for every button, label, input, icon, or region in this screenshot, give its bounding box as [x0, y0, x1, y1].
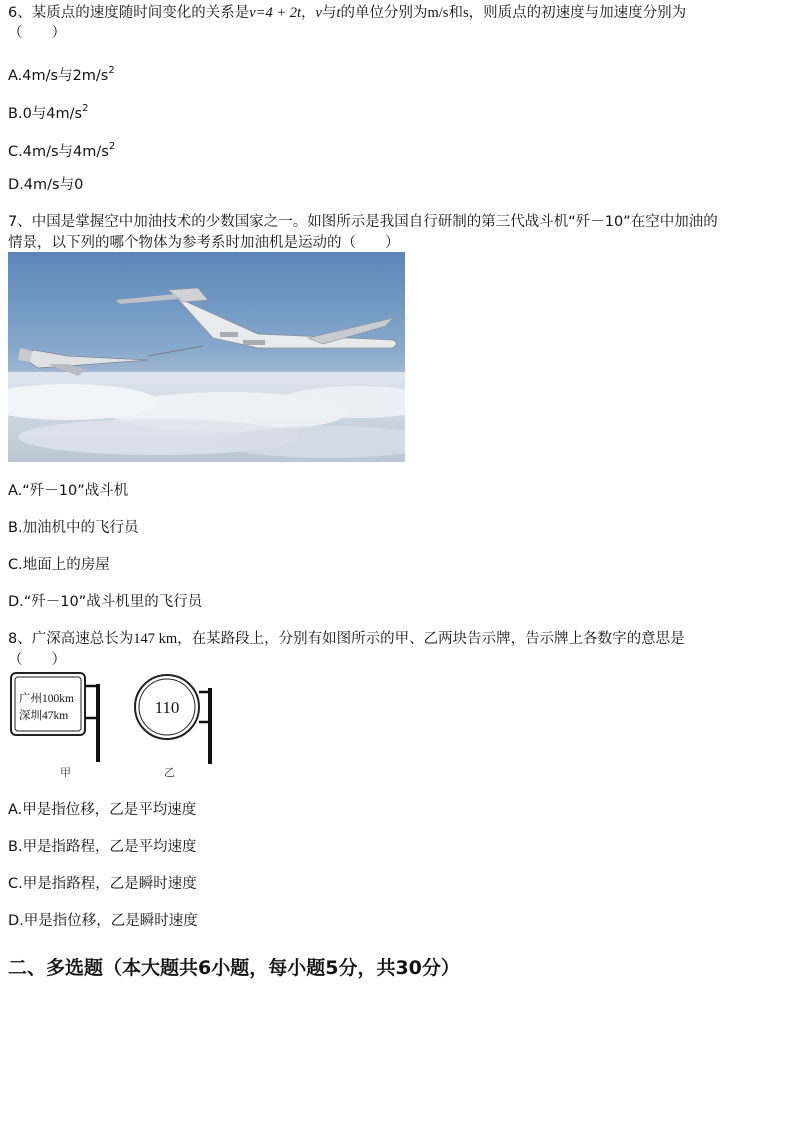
option-text: 甲是指位移，乙是瞬时速度	[23, 913, 198, 929]
option-letter: C.	[8, 557, 23, 573]
q8-stem-text: 8、广深高速总长为	[8, 631, 134, 647]
sign-jia-line1: 广州100km	[19, 693, 74, 705]
q6-paren: （ ）	[8, 25, 66, 41]
option-text: 4m/s与2m/s	[22, 67, 109, 84]
q6-comma: ，	[301, 5, 316, 21]
q6-unit-ms: m/s	[427, 5, 449, 21]
q7-option-a[interactable]	[8, 481, 128, 501]
option-letter: D.	[8, 913, 24, 929]
q6-stem-text-2: 的单位分别为	[340, 5, 428, 21]
option-text: 4m/s与4m/s	[22, 143, 109, 160]
q6-stem-text: 6、某质点的速度随时间变化的关系是	[8, 5, 250, 21]
q6-option-d[interactable]	[8, 175, 83, 195]
q6-and-2: 和	[448, 5, 463, 21]
q6-and: 与	[321, 5, 337, 21]
option-letter: B.	[8, 105, 23, 122]
sign-yi-caption: 乙	[164, 767, 175, 779]
q8-option-d[interactable]	[8, 911, 198, 931]
option-text: 地面上的房屋	[22, 557, 110, 573]
q7-stem-line1: 7、中国是掌握空中加油技术的少数国家之一。如图所示是我国自行研制的第三代战斗机“歼－10”在空中加油的	[8, 214, 718, 230]
option-superscript: 2	[108, 65, 115, 76]
option-letter: A.	[8, 483, 23, 499]
q8-stem-text-2: ，在某路段上，分别有如图所示的甲、乙两块告示牌，告示牌上各数字的意思是	[177, 631, 685, 647]
road-signs-figure	[8, 670, 228, 782]
q6-unit-s: s	[462, 5, 469, 21]
option-text: 甲是指路程，乙是平均速度	[22, 839, 197, 855]
option-text: 加油机中的飞行员	[22, 520, 139, 536]
q8-option-a[interactable]	[8, 800, 196, 820]
q6-stem	[8, 3, 686, 23]
option-letter: B.	[8, 839, 23, 855]
option-letter: B.	[8, 520, 23, 536]
q8-paren: （ ）	[8, 652, 66, 668]
section-heading-multiple-choice: 二、多选题（本大题共6小题，每小题5分，共30分）	[8, 957, 460, 979]
q6-option-a[interactable]	[8, 62, 115, 86]
option-text: 4m/s与0	[23, 177, 84, 193]
option-letter: C.	[8, 143, 23, 160]
sign-yi-value: 110	[154, 698, 180, 717]
q6-option-b[interactable]	[8, 100, 88, 124]
q6-var-v: v	[315, 5, 322, 21]
option-letter: A.	[8, 802, 23, 818]
option-text: 甲是指位移，乙是平均速度	[22, 802, 197, 818]
q7-option-d[interactable]	[8, 592, 202, 612]
refueling-photo	[8, 252, 405, 462]
road-signs-image	[8, 670, 228, 782]
q7-option-b[interactable]	[8, 518, 139, 538]
q8-stem	[8, 629, 685, 649]
q8-option-b[interactable]	[8, 837, 197, 857]
q6-formula: v=4 + 2t	[249, 5, 302, 21]
option-superscript: 2	[82, 103, 89, 114]
sign-yi	[135, 675, 210, 779]
q7-stem-line2: 情景，以下列的哪个物体为参考系时加油机是运动的（ ）	[8, 235, 400, 251]
q8-option-c[interactable]	[8, 874, 197, 894]
q8-distance: 147 km	[133, 631, 178, 647]
aerial-refueling-image	[8, 252, 405, 462]
sign-jia-line2: 深圳47km	[19, 710, 69, 722]
option-letter: A.	[8, 67, 23, 84]
sign-jia-caption: 甲	[60, 767, 71, 779]
option-text: 甲是指路程，乙是瞬时速度	[22, 876, 197, 892]
option-text: “歼－10”战斗机里的飞行员	[23, 594, 203, 610]
option-letter: D.	[8, 594, 24, 610]
q6-option-c[interactable]	[8, 138, 115, 162]
sign-jia	[11, 673, 98, 779]
q7-option-c[interactable]	[8, 555, 110, 575]
option-text: “歼－10”战斗机	[22, 483, 129, 499]
option-letter: D.	[8, 177, 24, 193]
option-letter: C.	[8, 876, 23, 892]
option-text: 0与4m/s	[22, 105, 83, 122]
q6-var-t: t	[336, 5, 341, 21]
option-superscript: 2	[108, 141, 116, 152]
q6-stem-text-3: ，则质点的初速度与加速度分别为	[468, 5, 687, 21]
